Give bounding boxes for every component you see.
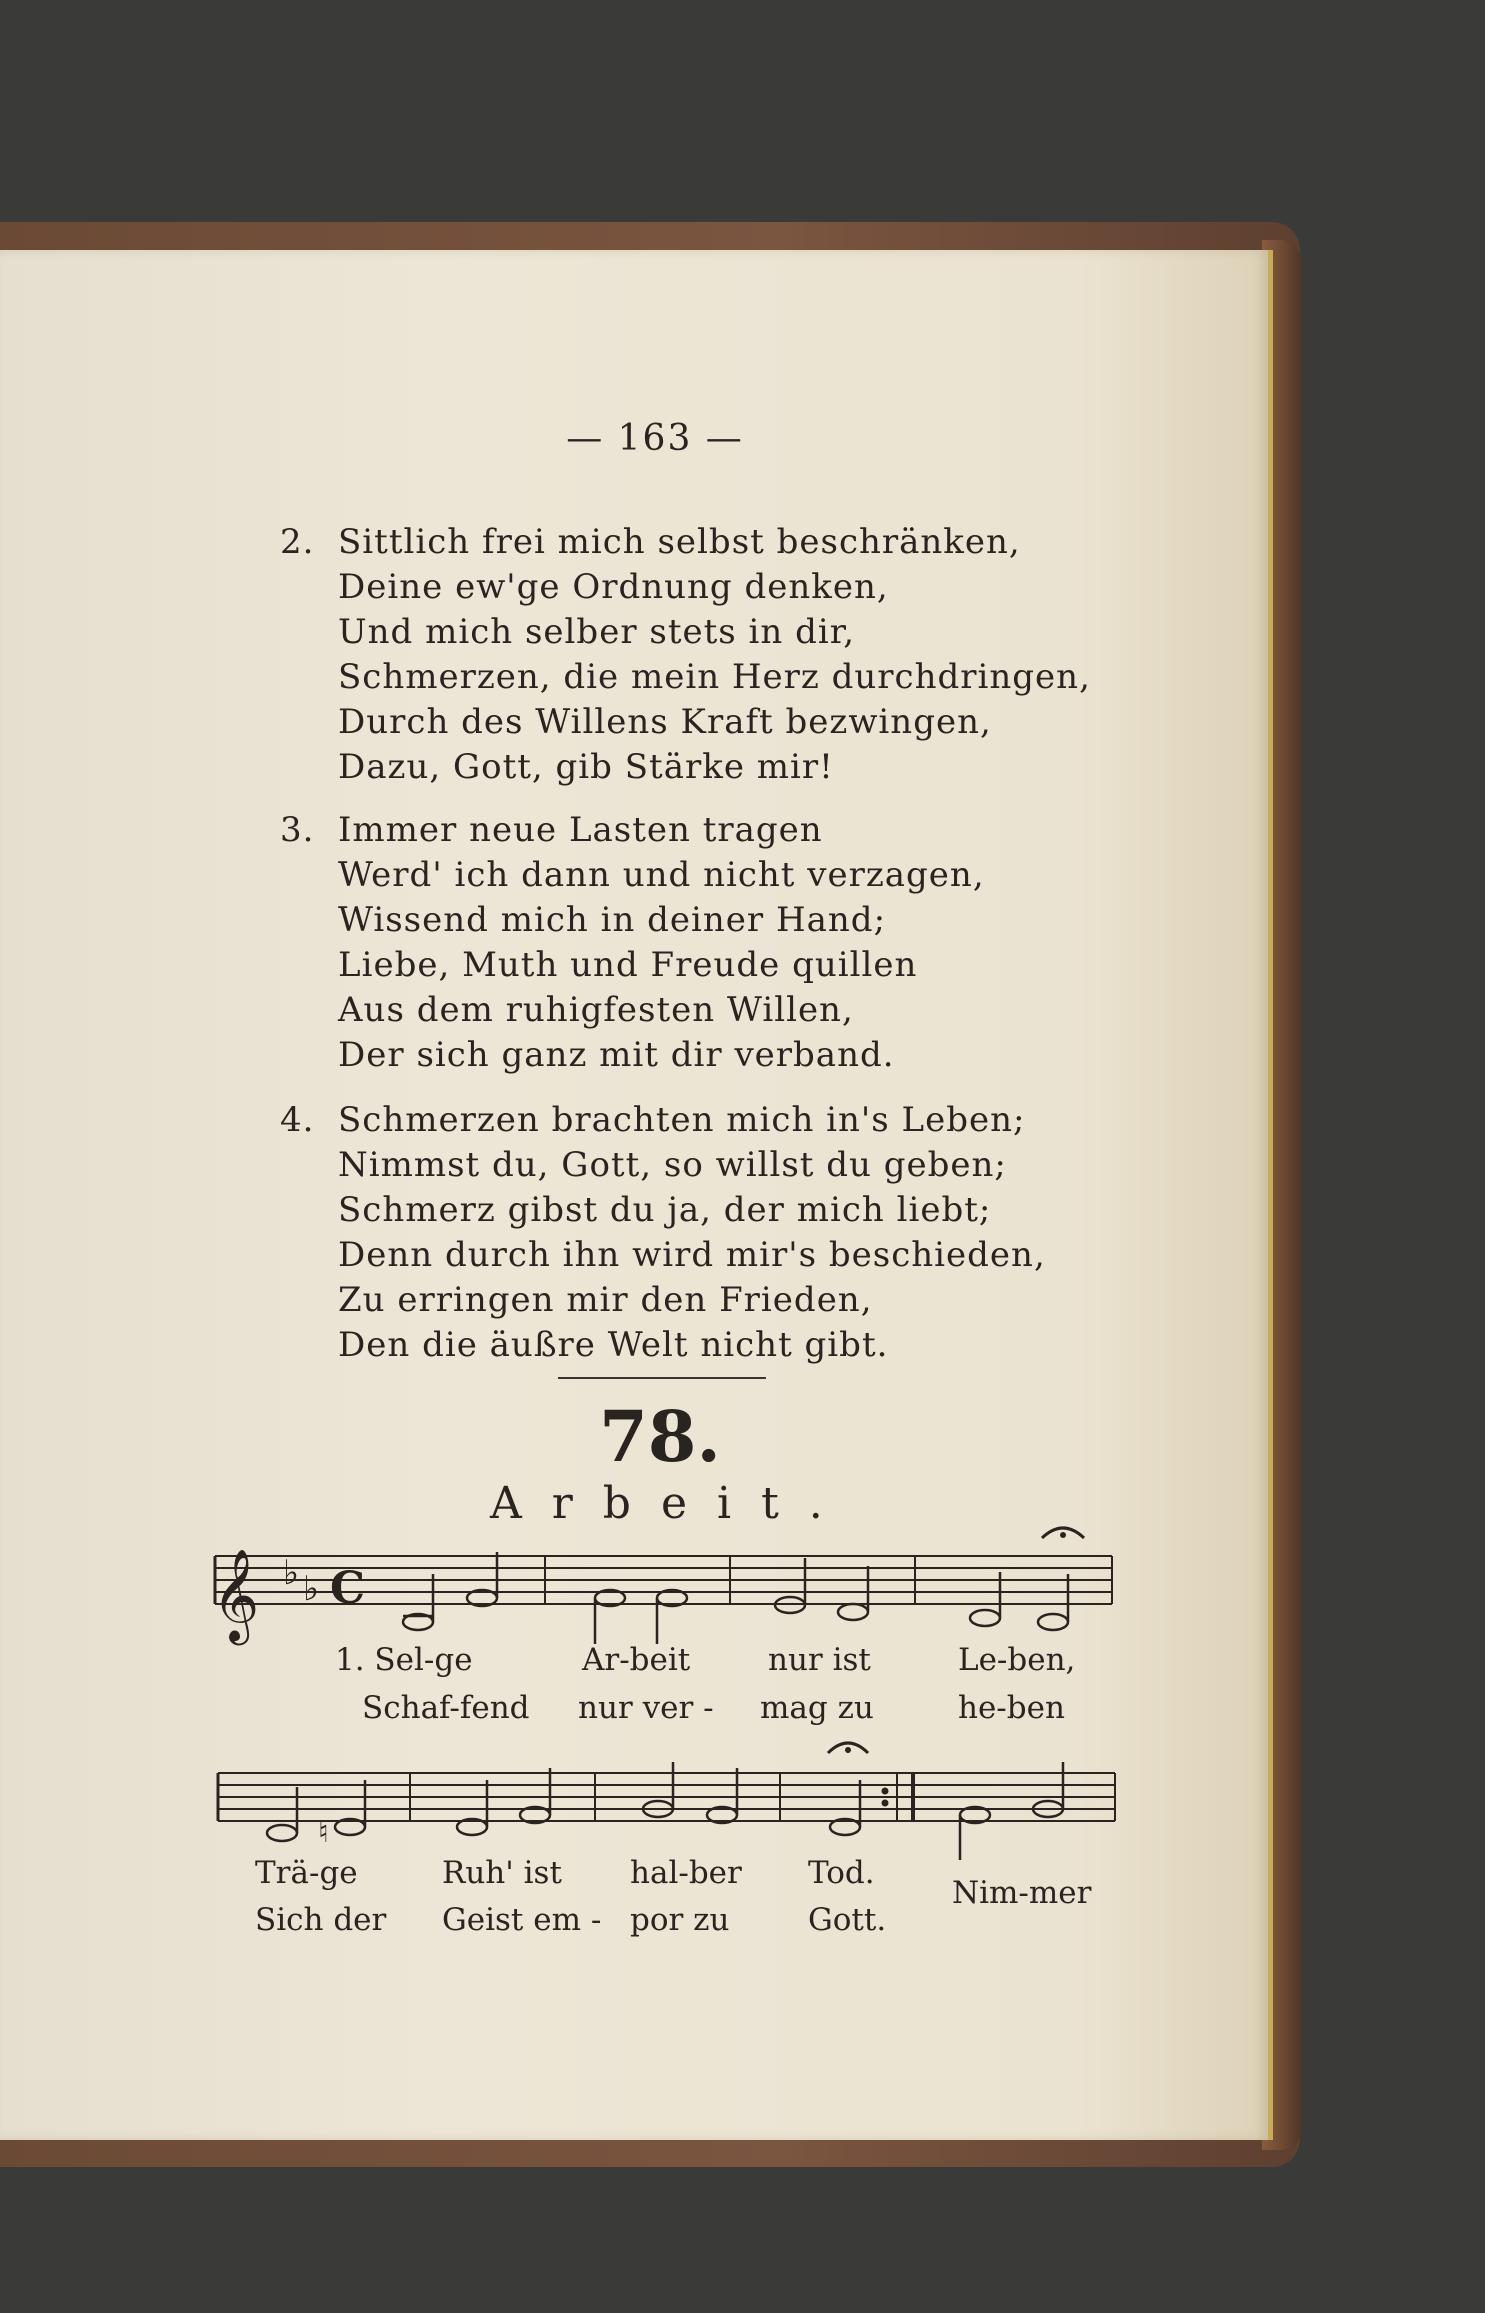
notes-system-2 bbox=[267, 1762, 1063, 1860]
verse-number: 4. bbox=[280, 1100, 315, 1140]
lyric-syllable: Geist em - bbox=[442, 1902, 602, 1938]
repeat-dot bbox=[882, 1788, 889, 1795]
lyric-syllable: hal-ber bbox=[630, 1855, 742, 1891]
fermata-icon bbox=[1042, 1528, 1084, 1538]
lyric-syllable: he-ben bbox=[958, 1690, 1065, 1726]
verse-line: Den die äußre Welt nicht gibt. bbox=[338, 1325, 889, 1365]
verse-line: Zu erringen mir den Frieden, bbox=[338, 1280, 873, 1320]
page-number: — 163 — bbox=[566, 418, 744, 459]
verse-line: Werd' ich dann und nicht verzagen, bbox=[338, 855, 985, 895]
treble-clef-icon: 𝄞 bbox=[212, 1548, 260, 1641]
verse-line: Der sich ganz mit dir verband. bbox=[338, 1035, 895, 1075]
verse-number: 2. bbox=[280, 522, 315, 562]
verse-line: Schmerz gibst du ja, der mich liebt; bbox=[338, 1190, 992, 1230]
lyric-syllable: Schaf-fend bbox=[362, 1690, 530, 1726]
lyric-syllable: Nim-mer bbox=[952, 1875, 1092, 1911]
lyric-syllable: Trä-ge bbox=[255, 1855, 358, 1891]
verse-number: 3. bbox=[280, 810, 315, 850]
verse-line: Denn durch ihn wird mir's beschieden, bbox=[338, 1235, 1046, 1275]
fermata-icon bbox=[828, 1743, 868, 1753]
lyric-syllable: Ruh' ist bbox=[442, 1855, 562, 1891]
time-signature: C bbox=[330, 1563, 366, 1614]
lyric-syllable: nur ist bbox=[768, 1642, 871, 1678]
natural-icon: ♮ bbox=[318, 1815, 329, 1850]
lyric-syllable: Le-ben, bbox=[958, 1642, 1076, 1678]
verse-line: Durch des Willens Kraft bezwingen, bbox=[338, 702, 992, 742]
verse-line: Nimmst du, Gott, so willst du geben; bbox=[338, 1145, 1007, 1185]
song-number: 78. bbox=[599, 1395, 721, 1478]
notes-system-1 bbox=[403, 1552, 1068, 1644]
verse-line: Wissend mich in deiner Hand; bbox=[338, 900, 887, 940]
flat-icon: ♭ bbox=[303, 1569, 320, 1609]
lyric-syllable: por zu bbox=[630, 1902, 730, 1938]
flat-icon: ♭ bbox=[283, 1553, 300, 1593]
verse-line: Sittlich frei mich selbst beschränken, bbox=[338, 522, 1021, 562]
lyric-syllable: mag zu bbox=[760, 1690, 874, 1726]
verse-line: Liebe, Muth und Freude quillen bbox=[338, 945, 918, 985]
verse-line: Und mich selber stets in dir, bbox=[338, 612, 856, 652]
lyric-syllable: Sich der bbox=[255, 1902, 387, 1938]
verse-line: Immer neue Lasten tragen bbox=[338, 810, 823, 850]
lyric-syllable: nur ver - bbox=[578, 1690, 714, 1726]
verse-line: Schmerzen, die mein Herz durchdringen, bbox=[338, 657, 1091, 697]
staff-system-2 bbox=[218, 1773, 1115, 1821]
lyric-syllable: Tod. bbox=[808, 1855, 875, 1891]
song-title: Arbeit. bbox=[490, 1478, 853, 1529]
verse-line: Deine ew'ge Ordnung denken, bbox=[338, 567, 889, 607]
verse-line: Aus dem ruhigfesten Willen, bbox=[338, 990, 854, 1030]
repeat-dot bbox=[882, 1800, 889, 1807]
lyric-syllable: 1. Sel-ge bbox=[335, 1642, 473, 1678]
verse-line: Dazu, Gott, gib Stärke mir! bbox=[338, 747, 834, 787]
lyric-syllable: Ar-beit bbox=[582, 1642, 691, 1678]
lyric-syllable: Gott. bbox=[808, 1902, 887, 1938]
verse-line: Schmerzen brachten mich in's Leben; bbox=[338, 1100, 1026, 1140]
